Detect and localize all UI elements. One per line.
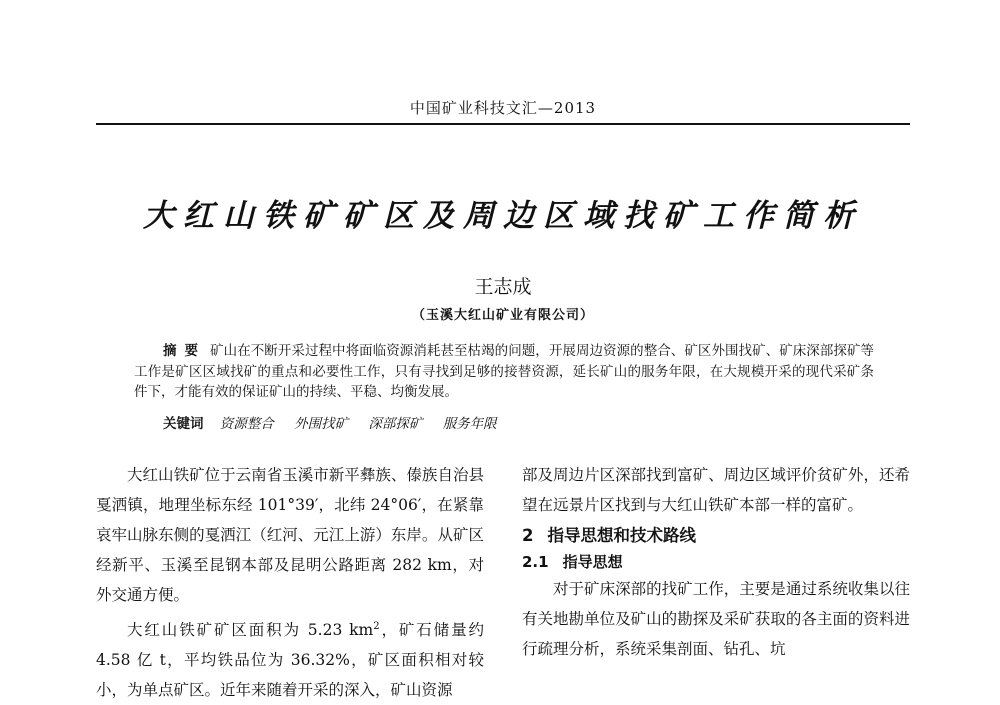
author-affiliation: （玉溪大红山矿业有限公司）	[411, 308, 594, 323]
subsection-number: 2.1	[522, 553, 549, 571]
abstract-text: 矿山在不断开采过程中将面临资源消耗甚至枯竭的问题，开展周边资源的整合、矿区外围找矿、矿床深部探矿等工作是矿区区域找矿的重点和必要性工作，只有寻找到足够的接替资源，延长矿山的服务年限，在大规模开采的现代采矿条件下，才能有效的保证矿山的持续、平稳、均衡发展。	[134, 343, 875, 400]
abstract-label: 摘要	[163, 343, 207, 359]
superscript: 2	[373, 620, 380, 632]
abstract	[134, 341, 874, 403]
keyword: 资源整合	[219, 416, 274, 432]
keywords	[163, 414, 874, 434]
keyword: 外围找矿	[294, 416, 349, 432]
body-column-left	[96, 460, 484, 705]
section-heading	[522, 522, 910, 550]
header-rule	[96, 123, 910, 125]
subsection-title: 指导思想	[562, 553, 623, 571]
body-column-right	[522, 460, 910, 664]
keywords-label: 关键词	[163, 416, 204, 432]
author-name: 王志成	[474, 276, 532, 298]
section-number: 2	[522, 526, 534, 545]
body-paragraph: 部及周边片区深部找到富矿、周边区域评价贫矿外，还希望在远景片区找到与大红山铁矿本部一样的富矿。	[522, 466, 910, 514]
keyword: 深部探矿	[368, 416, 423, 432]
article-title: 大红山铁矿矿区及周边区域找矿工作简析	[143, 198, 863, 234]
keyword: 服务年限	[442, 416, 497, 432]
body-text: ，矿石储量约 4.58 亿 t，平均铁品位为 36.32%，矿区面积相对较小，为单点矿区。近年来随着开采的深入，矿山资源	[96, 621, 484, 699]
body-text: 大红山铁矿矿区面积为 5.23 km	[127, 621, 374, 639]
body-paragraph: 大红山铁矿位于云南省玉溪市新平彝族、傣族自治县戛洒镇，地理坐标东经 101°39′，北纬 24°06′，在紧靠哀牢山脉东侧的戛洒江（红河、元江上游）东岸。从矿区经新平、玉溪至昆钢本部及昆明公路距离 282 km，对外交通方便。	[96, 466, 484, 604]
journal-running-header: 中国矿业科技文汇—2013	[409, 99, 597, 117]
subsection-heading	[522, 550, 910, 574]
section-title: 指导思想和技术路线	[547, 526, 696, 545]
body-paragraph: 对于矿床深部的找矿工作，主要是通过系统收集以往有关地勘单位及矿山的勘探及采矿获取的各主面的资料进行疏理分析，系统采集剖面、钻孔、坑	[522, 580, 910, 658]
body-paragraph	[96, 615, 484, 705]
